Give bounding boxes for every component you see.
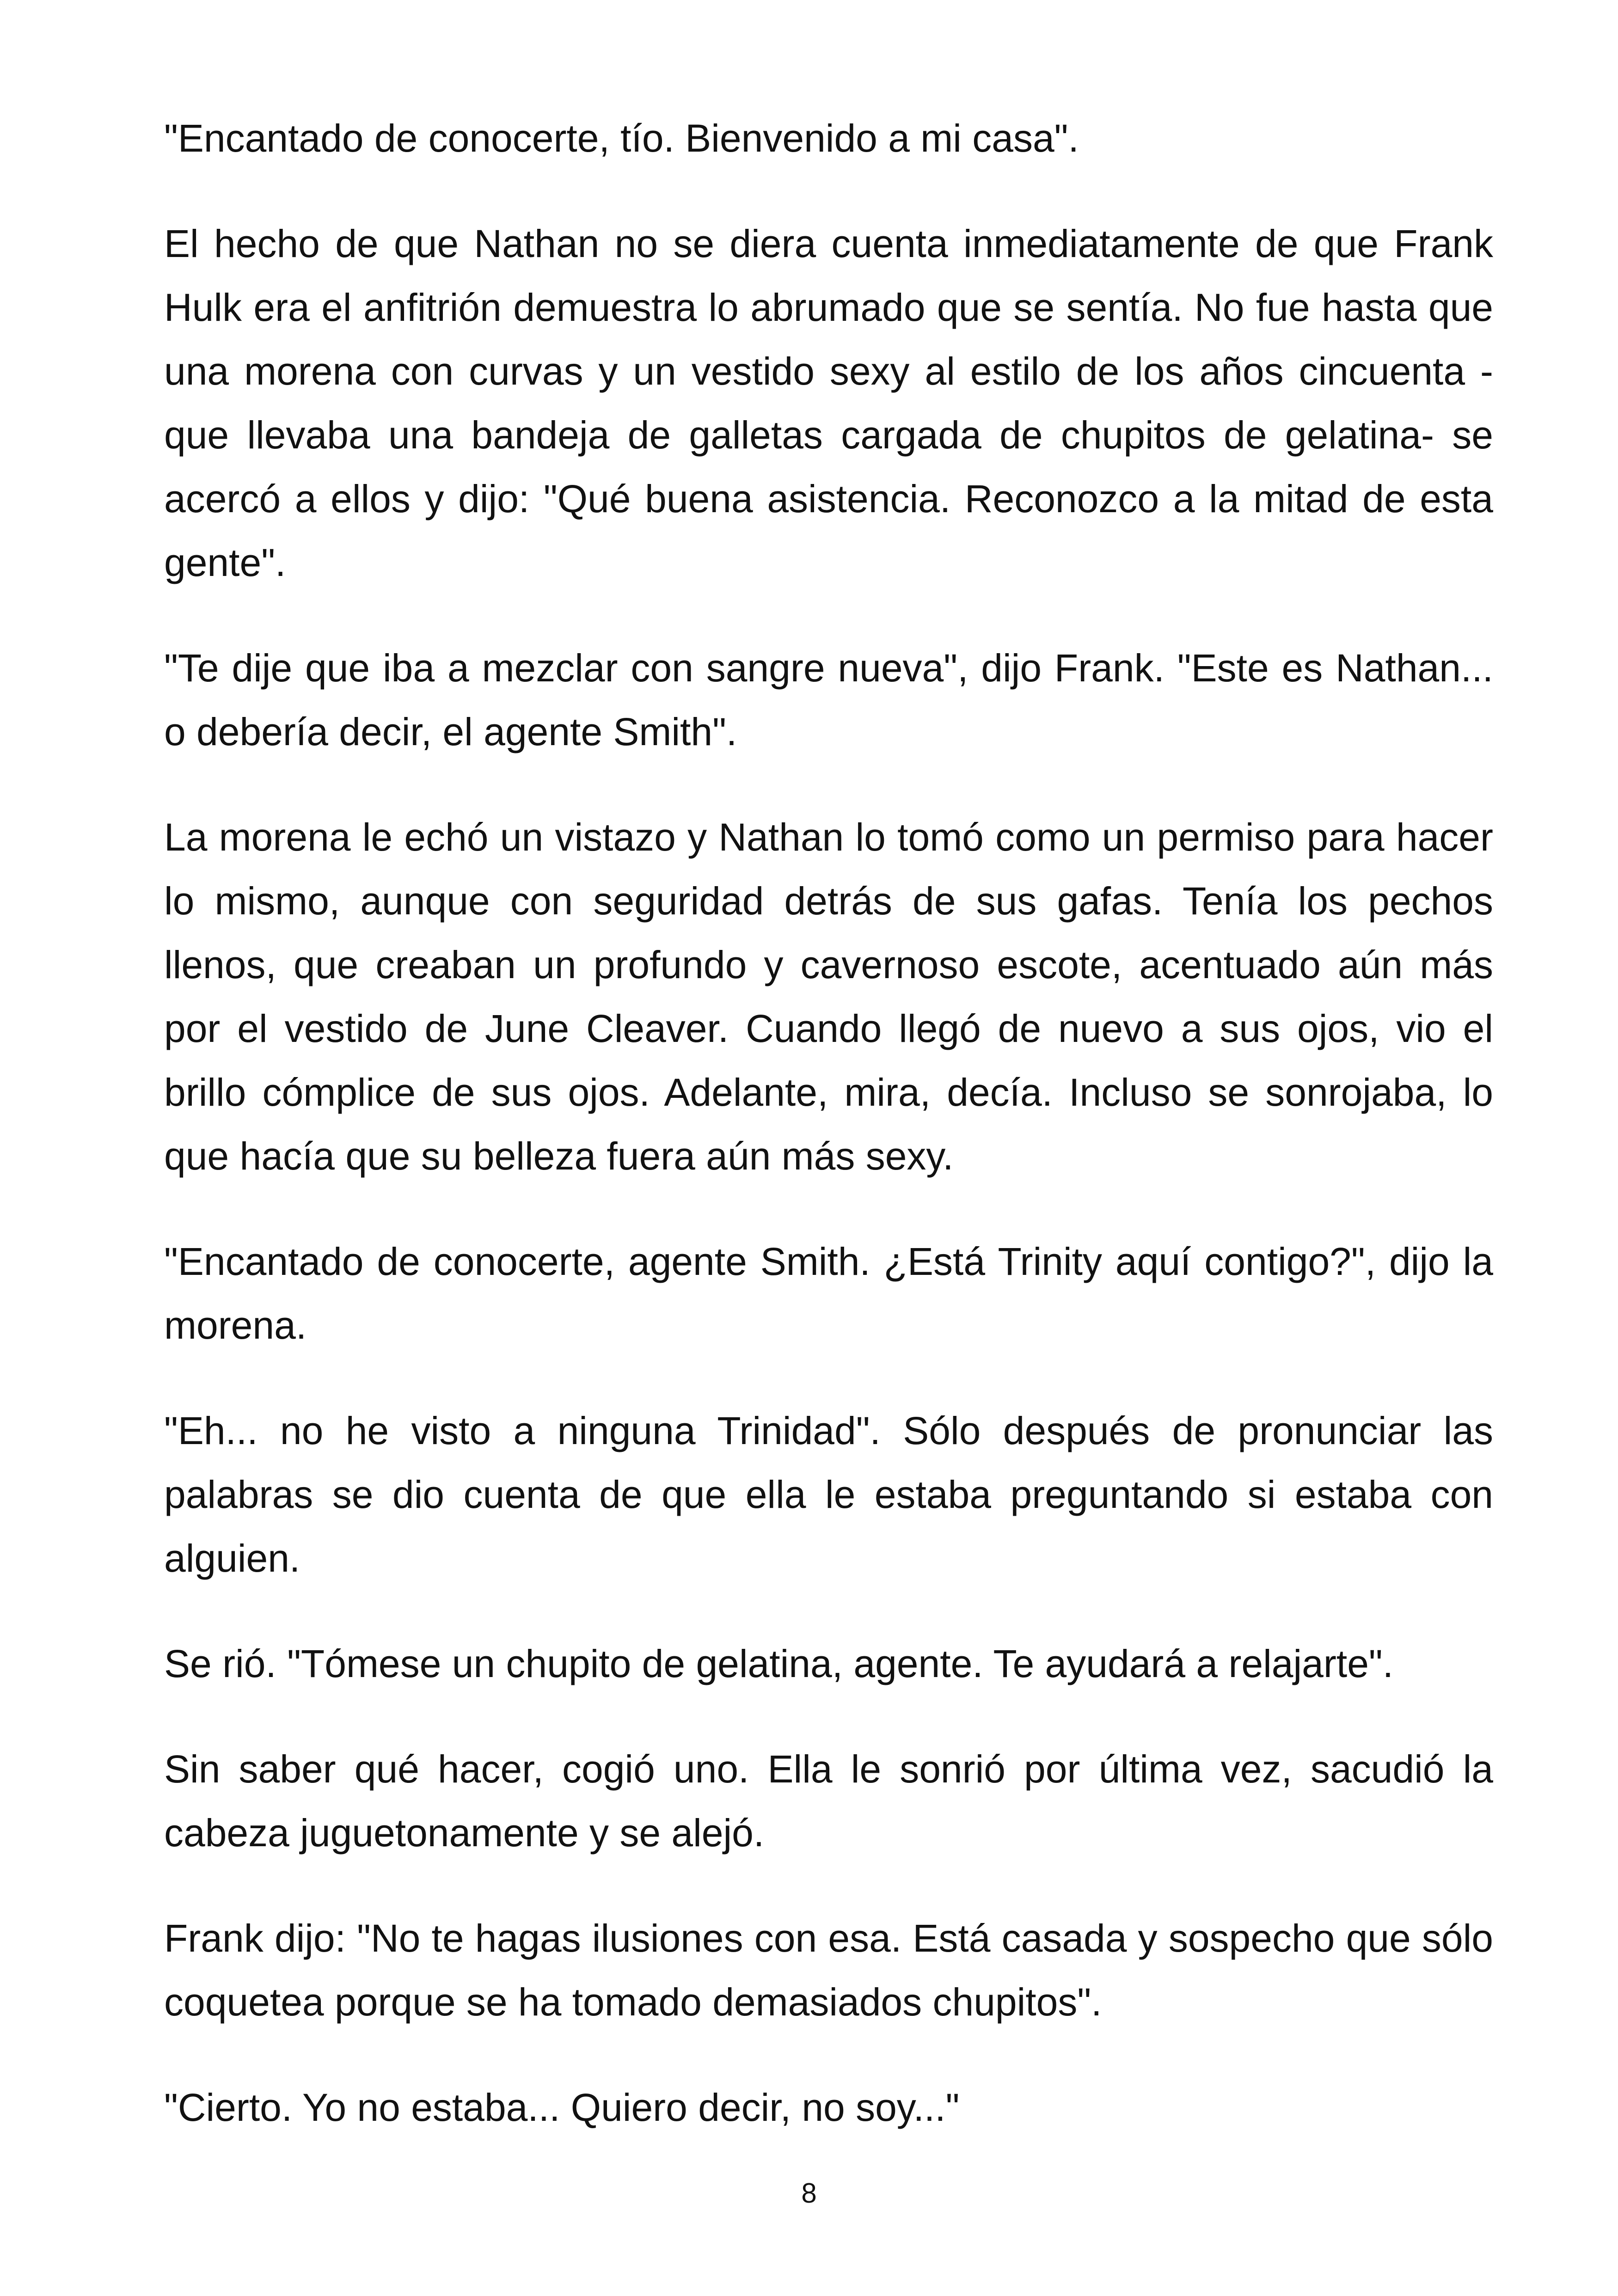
paragraph: "Eh... no he visto a ninguna Trinidad". Sólo después de pronunciar las palabras se dio cuenta de que ella le estaba preguntando si estaba con alguien. [164, 1409, 1493, 1580]
paragraph: "Encantado de conocerte, tío. Bienvenido a mi casa". [164, 116, 1079, 160]
paragraph: Se rió. "Tómese un chupito de gelatina, agente. Te ayudará a relajarte". [164, 1642, 1394, 1685]
body-text [164, 106, 1493, 2181]
paragraph: La morena le echó un vistazo y Nathan lo tomó como un permiso para hacer lo mismo, aunque con seguridad detrás de sus gafas. Tenía los pechos llenos, que creaban un profundo y cavernoso escote, acentuado aún más por el vestido de June Cleaver. Cuando llegó de nuevo a sus ojos, vio el brillo cómplice de sus ojos. Adelante, mira, decía. Incluso se sonrojaba, lo que hacía que su belleza fuera aún más sexy. [164, 815, 1493, 1178]
paragraph: Frank dijo: "No te hagas ilusiones con esa. Está casada y sospecho que sólo coquetea porque se ha tomado demasiados chupitos". [164, 1916, 1493, 2024]
paragraph: Sin saber qué hacer, cogió uno. Ella le sonrió por última vez, sacudió la cabeza juguetonamente y se alejó. [164, 1747, 1493, 1855]
paragraph: "Cierto. Yo no estaba... Quiero decir, no soy..." [164, 2086, 960, 2129]
paragraph: "Te dije que iba a mezclar con sangre nueva", dijo Frank. "Este es Nathan... o debería decir, el agente Smith". [164, 646, 1493, 753]
paragraph: El hecho de que Nathan no se diera cuenta inmediatamente de que Frank Hulk era el anfitrión demuestra lo abrumado que se sentía. No fue hasta que una morena con curvas y un vestido sexy al estilo de los años cincuenta -que llevaba una bandeja de galletas cargada de chupitos de gelatina- se acercó a ellos y dijo: "Qué buena asistencia. Reconozco a la mitad de esta gente". [164, 222, 1493, 584]
page-number: 8 [801, 2178, 817, 2209]
paragraph: "Encantado de conocerte, agente Smith. ¿Está Trinity aquí contigo?", dijo la morena. [164, 1240, 1493, 1347]
